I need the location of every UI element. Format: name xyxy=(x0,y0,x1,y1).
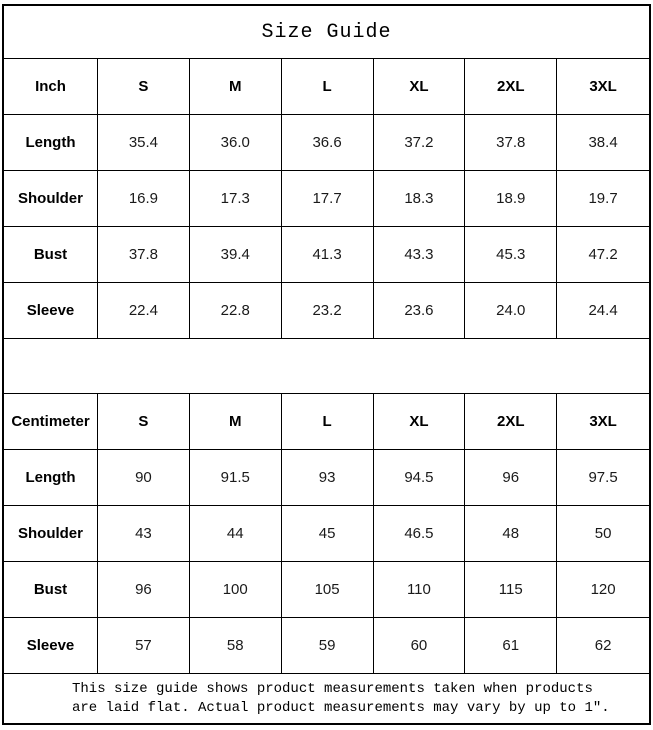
inch-sleeve-3xl: 24.4 xyxy=(557,283,649,339)
inch-shoulder-3xl: 19.7 xyxy=(557,171,649,227)
inch-row-label-length: Length xyxy=(4,115,98,171)
inch-size-header-s: S xyxy=(98,59,190,115)
inch-shoulder-xl: 18.3 xyxy=(374,171,466,227)
inch-sleeve-l: 23.2 xyxy=(282,283,374,339)
inch-length-xl: 37.2 xyxy=(374,115,466,171)
inch-row-label-shoulder: Shoulder xyxy=(4,171,98,227)
cm-sleeve-l: 59 xyxy=(282,618,374,674)
cm-shoulder-m: 44 xyxy=(190,506,282,562)
cm-sleeve-xl: 60 xyxy=(374,618,466,674)
cm-length-l: 93 xyxy=(282,450,374,506)
inch-unit-header: Inch xyxy=(4,59,98,115)
cm-size-header-m: M xyxy=(190,394,282,450)
cm-size-header-s: S xyxy=(98,394,190,450)
cm-row-label-shoulder: Shoulder xyxy=(4,506,98,562)
inch-bust-s: 37.8 xyxy=(98,227,190,283)
size-guide-table xyxy=(2,4,651,725)
inch-bust-xl: 43.3 xyxy=(374,227,466,283)
inch-row-label-sleeve: Sleeve xyxy=(4,283,98,339)
inch-bust-m: 39.4 xyxy=(190,227,282,283)
inch-row-label-bust: Bust xyxy=(4,227,98,283)
cm-sleeve-s: 57 xyxy=(98,618,190,674)
cm-sleeve-2xl: 61 xyxy=(465,618,557,674)
inch-shoulder-s: 16.9 xyxy=(98,171,190,227)
cm-bust-m: 100 xyxy=(190,562,282,618)
footer-line-2: are laid flat. Actual product measurements may vary by up to 1″. xyxy=(72,699,610,716)
cm-shoulder-3xl: 50 xyxy=(557,506,649,562)
cm-length-m: 91.5 xyxy=(190,450,282,506)
cm-size-header-l: L xyxy=(282,394,374,450)
cm-bust-2xl: 115 xyxy=(465,562,557,618)
inch-sleeve-2xl: 24.0 xyxy=(465,283,557,339)
cm-length-3xl: 97.5 xyxy=(557,450,649,506)
cm-bust-s: 96 xyxy=(98,562,190,618)
cm-shoulder-2xl: 48 xyxy=(465,506,557,562)
inch-size-header-l: L xyxy=(282,59,374,115)
inch-shoulder-2xl: 18.9 xyxy=(465,171,557,227)
cm-length-2xl: 96 xyxy=(465,450,557,506)
inch-sleeve-xl: 23.6 xyxy=(374,283,466,339)
footer-note-text xyxy=(72,680,610,718)
inch-length-m: 36.0 xyxy=(190,115,282,171)
cm-bust-l: 105 xyxy=(282,562,374,618)
cm-sleeve-m: 58 xyxy=(190,618,282,674)
cm-row-label-bust: Bust xyxy=(4,562,98,618)
footer-line-1: This size guide shows product measurements taken when products xyxy=(72,680,593,697)
inch-length-l: 36.6 xyxy=(282,115,374,171)
cm-shoulder-s: 43 xyxy=(98,506,190,562)
cm-length-xl: 94.5 xyxy=(374,450,466,506)
inch-bust-3xl: 47.2 xyxy=(557,227,649,283)
cm-size-header-xl: XL xyxy=(374,394,466,450)
footer-note xyxy=(4,674,649,723)
cm-shoulder-l: 45 xyxy=(282,506,374,562)
inch-length-3xl: 38.4 xyxy=(557,115,649,171)
cm-bust-xl: 110 xyxy=(374,562,466,618)
cm-unit-header: Centimeter xyxy=(4,394,98,450)
cm-shoulder-xl: 46.5 xyxy=(374,506,466,562)
inch-sleeve-m: 22.8 xyxy=(190,283,282,339)
spacer-row xyxy=(4,339,649,394)
inch-size-header-xl: XL xyxy=(374,59,466,115)
cm-size-header-2xl: 2XL xyxy=(465,394,557,450)
inch-length-s: 35.4 xyxy=(98,115,190,171)
page-title: Size Guide xyxy=(4,6,649,59)
inch-size-header-3xl: 3XL xyxy=(557,59,649,115)
inch-bust-l: 41.3 xyxy=(282,227,374,283)
inch-bust-2xl: 45.3 xyxy=(465,227,557,283)
cm-length-s: 90 xyxy=(98,450,190,506)
inch-size-header-2xl: 2XL xyxy=(465,59,557,115)
inch-shoulder-m: 17.3 xyxy=(190,171,282,227)
inch-sleeve-s: 22.4 xyxy=(98,283,190,339)
cm-bust-3xl: 120 xyxy=(557,562,649,618)
inch-shoulder-l: 17.7 xyxy=(282,171,374,227)
inch-length-2xl: 37.8 xyxy=(465,115,557,171)
cm-row-label-length: Length xyxy=(4,450,98,506)
cm-sleeve-3xl: 62 xyxy=(557,618,649,674)
cm-row-label-sleeve: Sleeve xyxy=(4,618,98,674)
cm-size-header-3xl: 3XL xyxy=(557,394,649,450)
inch-size-header-m: M xyxy=(190,59,282,115)
